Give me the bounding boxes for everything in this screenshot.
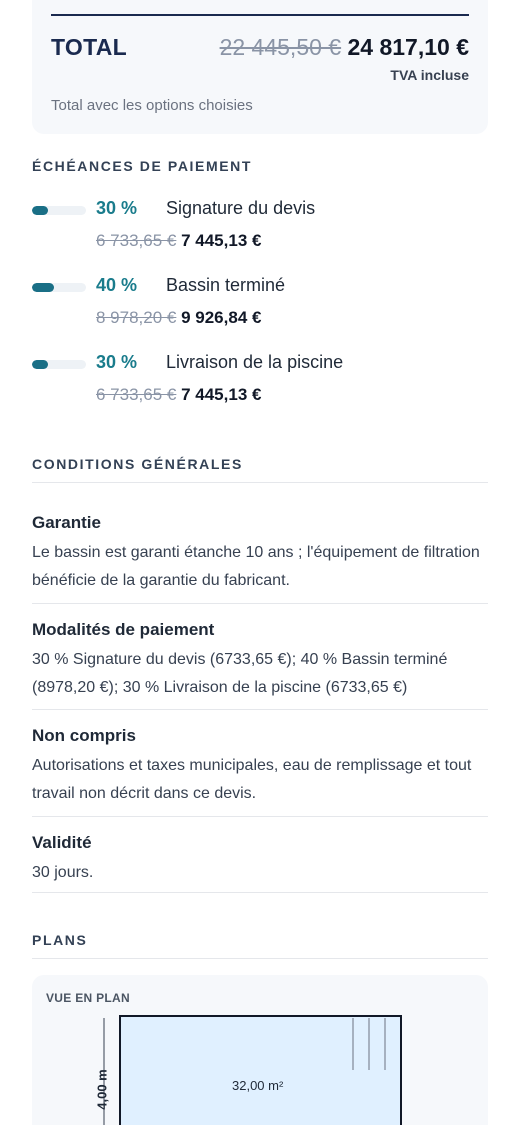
condition-item (32, 513, 488, 595)
schedule-percent: 30 % (96, 352, 138, 372)
condition-divider (32, 603, 488, 604)
schedule-old-price: 6 733,65 € (96, 231, 177, 250)
schedule-percent: 30 % (96, 198, 138, 218)
schedule-new-price: 7 445,13 € (181, 385, 262, 404)
schedule-item (32, 352, 488, 422)
pool-plan-drawing (80, 1010, 410, 1125)
condition-item (32, 833, 488, 887)
dimension-label: 4,00 m (94, 1069, 110, 1110)
schedule-progress-bar (32, 283, 86, 292)
condition-title: Garantie (32, 513, 101, 532)
condition-divider (32, 709, 488, 710)
total-caption: Total avec les options choisies (51, 97, 253, 114)
schedule-item (32, 198, 488, 268)
total-new-price: 24 817,10 € (347, 34, 469, 60)
schedule-prices (96, 231, 261, 251)
condition-body: Autorisations et taxes municipales, eau de remplissage et tout travail non décrit dans ce devis. (32, 757, 472, 802)
schedule-progress-bar (32, 206, 86, 215)
condition-title: Modalités de paiement (32, 620, 215, 639)
total-label: TOTAL (51, 34, 128, 60)
schedule-old-price: 6 733,65 € (96, 385, 177, 404)
condition-body: 30 jours. (32, 864, 94, 881)
condition-title: Validité (32, 833, 92, 852)
schedule-progress-fill (32, 360, 48, 369)
condition-title: Non compris (32, 726, 136, 745)
condition-item (32, 726, 488, 808)
plan-view-label: VUE EN PLAN (46, 991, 130, 1005)
schedule-old-price: 8 978,20 € (96, 308, 177, 327)
section-divider (32, 958, 488, 959)
schedule-percent: 40 % (96, 275, 138, 295)
condition-divider (32, 892, 488, 893)
total-divider (51, 14, 469, 16)
area-label: 32,00 m² (232, 1078, 284, 1093)
condition-divider (32, 816, 488, 817)
tva-note: TVA incluse (390, 67, 469, 83)
schedule-label: Signature du devis (166, 198, 316, 218)
schedule-new-price: 9 926,84 € (181, 308, 262, 327)
condition-body: Le bassin est garanti étanche 10 ans ; l'équipement de filtration bénéficie de la garantie du fabricant. (32, 544, 480, 589)
total-old-price: 22 445,50 € (219, 34, 342, 60)
section-divider (32, 482, 488, 483)
condition-body: 30 % Signature du devis (6733,65 €); 40 % Bassin terminé (8978,20 €); 30 % Livraison de la piscine (6733,65 €) (32, 651, 448, 696)
condition-item (32, 620, 488, 702)
total-prices (220, 34, 469, 61)
plans-heading: PLANS (32, 932, 88, 948)
schedule-item (32, 275, 488, 345)
schedule-prices (96, 385, 261, 405)
schedule-new-price: 7 445,13 € (181, 231, 262, 250)
conditions-heading: CONDITIONS GÉNÉRALES (32, 456, 243, 472)
schedule-heading: ÉCHÉANCES DE PAIEMENT (32, 158, 253, 174)
schedule-progress-fill (32, 206, 48, 215)
schedule-label: Livraison de la piscine (166, 352, 344, 372)
schedule-label: Bassin terminé (166, 275, 286, 295)
schedule-progress-bar (32, 360, 86, 369)
schedule-prices (96, 308, 261, 328)
pool-outline (120, 1016, 401, 1125)
schedule-progress-fill (32, 283, 54, 292)
